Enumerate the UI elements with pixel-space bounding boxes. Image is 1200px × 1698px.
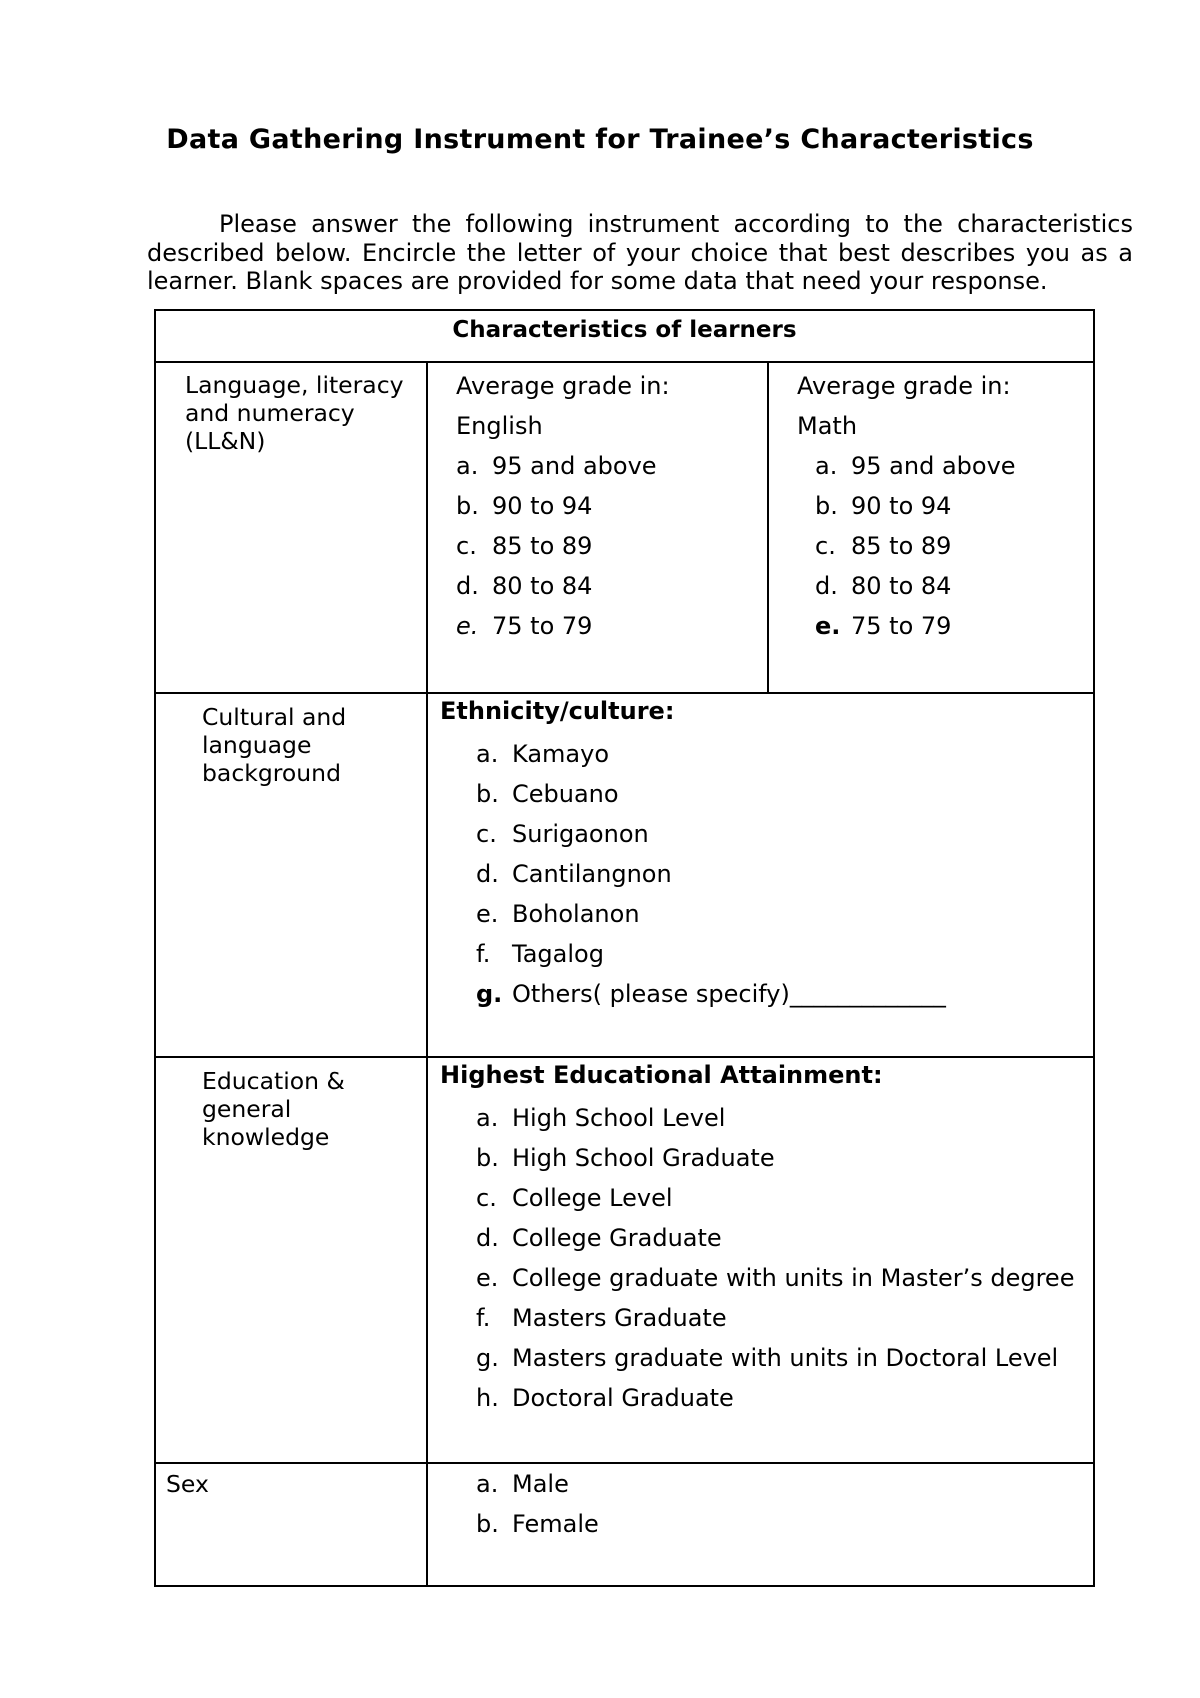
table-divider — [156, 361, 1093, 363]
english-grade-block — [456, 366, 761, 646]
english-heading: Average grade in: — [456, 372, 670, 400]
english-option[interactable]: e. 75 to 79 — [456, 612, 593, 640]
table-divider — [767, 361, 769, 693]
table-divider — [156, 692, 1093, 694]
math-options — [797, 446, 1087, 646]
math-option[interactable]: e. 75 to 79 — [815, 612, 952, 640]
education-option[interactable]: e. College graduate with units in Master’s degree — [476, 1264, 1075, 1292]
culture-option[interactable]: c. Surigaonon — [476, 820, 649, 848]
education-option[interactable]: d. College Graduate — [476, 1224, 722, 1252]
instructions-line-3: learner. Blank spaces are provided for some data that need your response. — [147, 267, 1048, 295]
math-grade-block — [797, 366, 1087, 646]
sex-option[interactable]: b. Female — [476, 1510, 599, 1538]
document-title: Data Gathering Instrument for Trainee’s Characteristics — [166, 124, 1034, 155]
math-option[interactable]: b. 90 to 94 — [815, 492, 952, 520]
education-option[interactable]: b. High School Graduate — [476, 1144, 775, 1172]
math-heading: Average grade in: — [797, 372, 1011, 400]
education-option[interactable]: c. College Level — [476, 1184, 673, 1212]
education-options — [440, 1098, 1090, 1418]
culture-label: Cultural and language background — [202, 703, 347, 787]
math-option[interactable]: a. 95 and above — [815, 452, 1016, 480]
characteristics-table — [154, 309, 1095, 1587]
education-option[interactable]: h. Doctoral Graduate — [476, 1384, 734, 1412]
instructions-line-2: described below. Encircle the letter of your choice that best describes you as a — [147, 238, 1133, 267]
culture-option[interactable]: a. Kamayo — [476, 740, 609, 768]
english-subject: English — [456, 412, 543, 440]
culture-block — [440, 696, 1085, 1014]
culture-option[interactable]: f. Tagalog — [476, 940, 604, 968]
lln-label: Language, literacy and numeracy (LL&N) — [185, 371, 404, 455]
culture-options — [440, 734, 1085, 1014]
education-heading: Highest Educational Attainment: — [440, 1061, 883, 1089]
table-divider — [156, 1056, 1093, 1058]
math-option[interactable]: d. 80 to 84 — [815, 572, 952, 600]
english-option[interactable]: d. 80 to 84 — [456, 572, 593, 600]
culture-option[interactable]: e. Boholanon — [476, 900, 640, 928]
table-header: Characteristics of learners — [452, 317, 797, 343]
sex-label: Sex — [166, 1470, 209, 1498]
culture-option[interactable]: d. Cantilangnon — [476, 860, 672, 888]
culture-heading: Ethnicity/culture: — [440, 697, 675, 725]
table-divider — [426, 361, 428, 1585]
instructions-line-1: Please answer the following instrument according to the characteristics — [219, 210, 1133, 238]
education-label: Education & general knowledge — [202, 1067, 345, 1151]
culture-option-others[interactable]: g. Others( please specify)_____________ — [476, 980, 946, 1008]
education-option[interactable]: f. Masters Graduate — [476, 1304, 727, 1332]
sex-block — [440, 1464, 1085, 1544]
education-block — [440, 1060, 1090, 1418]
instructions-paragraph — [147, 210, 1133, 296]
sex-options — [440, 1464, 1085, 1544]
math-subject: Math — [797, 412, 858, 440]
english-option[interactable]: a. 95 and above — [456, 452, 657, 480]
sex-option[interactable]: a. Male — [476, 1470, 569, 1498]
math-option[interactable]: c. 85 to 89 — [815, 532, 952, 560]
english-option[interactable]: c. 85 to 89 — [456, 532, 593, 560]
english-options — [456, 446, 761, 646]
education-option[interactable]: g. Masters graduate with units in Doctoral Level — [476, 1344, 1059, 1372]
education-option[interactable]: a. High School Level — [476, 1104, 726, 1132]
culture-option[interactable]: b. Cebuano — [476, 780, 619, 808]
english-option[interactable]: b. 90 to 94 — [456, 492, 593, 520]
